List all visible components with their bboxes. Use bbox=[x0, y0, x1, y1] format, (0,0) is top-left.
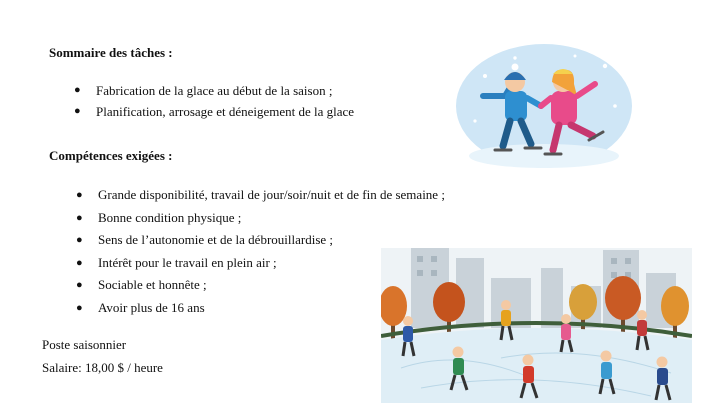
summary-heading: Sommaire des tâches : bbox=[49, 45, 173, 60]
list-item: ● Intérêt pour le travail en plein air ; bbox=[98, 252, 445, 275]
city-rink-illustration bbox=[381, 248, 692, 403]
bullet-icon: ● bbox=[76, 256, 83, 269]
bullet-icon: ● bbox=[74, 84, 81, 96]
skills-heading: Compétences exigées : bbox=[49, 148, 173, 163]
summary-list bbox=[74, 80, 355, 122]
position-type: Poste saisonnier bbox=[42, 337, 127, 352]
bullet-icon: ● bbox=[76, 301, 83, 314]
list-item: ● Sens de l’autonomie et de la débrouillardise ; bbox=[98, 229, 445, 252]
ice-floor bbox=[469, 144, 619, 168]
bullet-icon: ● bbox=[76, 211, 83, 224]
list-item: ● Grande disponibilité, travail de jour/soir/nuit et de fin de semaine ; bbox=[98, 184, 445, 207]
bullet-icon: ● bbox=[76, 189, 83, 201]
skating-couple-illustration bbox=[455, 36, 633, 172]
bullet-icon: ● bbox=[76, 234, 83, 246]
list-item: ● Avoir plus de 16 ans bbox=[98, 297, 445, 320]
list-item: ● Bonne condition physique ; bbox=[98, 207, 445, 230]
salary-text: Salaire: 18,00 $ / heure bbox=[42, 360, 163, 375]
list-item: ● Fabrication de la glace au début de la saison ; bbox=[96, 80, 354, 101]
list-item: ● Sociable et honnête ; bbox=[98, 274, 445, 297]
bullet-icon: ● bbox=[74, 105, 81, 117]
list-item: ● Planification, arrosage et déneigement de la glace bbox=[96, 101, 354, 122]
bullet-icon: ● bbox=[76, 279, 83, 291]
